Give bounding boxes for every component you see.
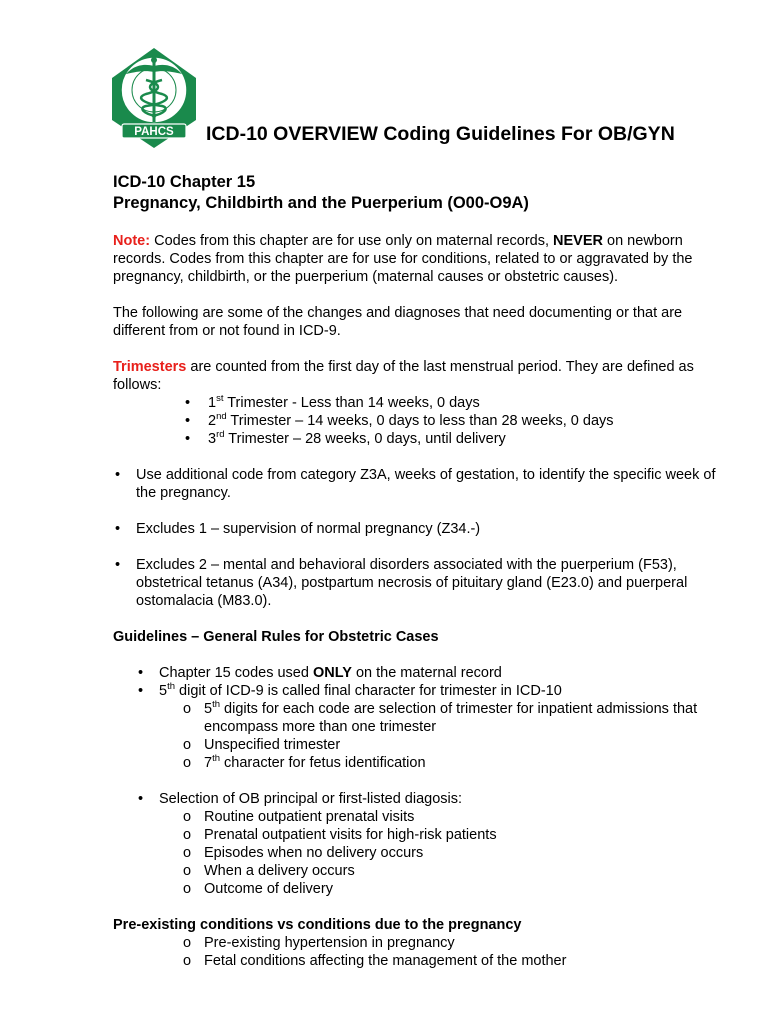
list-item: • 5th digit of ICD-9 is called final character for trimester in ICD-10 [113, 682, 733, 700]
list-item: o Prenatal outpatient visits for high-risk patients [113, 826, 733, 844]
chapter-subtitle: Pregnancy, Childbirth and the Puerperium (O00-O9A) [113, 194, 529, 212]
list-item: • Excludes 1 – supervision of normal pregnancy (Z34.-) [113, 520, 733, 538]
list-item: • Excludes 2 – mental and behavioral disorders associated with the puerperium (F53), obstetrical tetanus (A34), postpartum necrosis of pituitary gland (E23.0) and puerperal ostomalacia (M83.0). [113, 556, 733, 610]
list-item: • Chapter 15 codes used ONLY on the maternal record [113, 664, 733, 682]
trimesters-paragraph: Trimesters are counted from the first day of the last menstrual period. They are defined as follows: [113, 359, 694, 393]
list-item: o Pre-existing hypertension in pregnancy [113, 934, 733, 952]
note-label: Note: [113, 233, 151, 249]
intro-paragraph: The following are some of the changes and diagnoses that need documenting or that are different from or not found in ICD-9. [113, 305, 683, 339]
document-body [113, 172, 733, 970]
list-item: o 7th character for fetus identification [113, 754, 733, 772]
logo-text: PAHCS [134, 126, 174, 138]
caduceus-seal-icon [108, 46, 200, 150]
preexisting-list [113, 934, 733, 970]
list-item: o Routine outpatient prenatal visits [113, 808, 733, 826]
list-item: o When a delivery occurs [113, 862, 733, 880]
note-emphasis: NEVER [553, 233, 603, 249]
chapter-title: ICD-10 Chapter 15 [113, 173, 256, 191]
list-item: • Selection of OB principal or first-listed diagosis: [113, 790, 733, 808]
list-item: • Use additional code from category Z3A, weeks of gestation, to identify the specific week of the pregnancy. [113, 466, 733, 502]
note-paragraph: Note: Codes from this chapter are for use only on maternal records, NEVER on newborn records. Codes from this chapter are for use for conditions, related to or aggravated by the pregnancy, childbirth, or the puerperium (maternal causes or obstetric causes). [113, 233, 693, 285]
guidelines-heading: Guidelines – General Rules for Obstetric Cases [113, 629, 439, 645]
notes-list [113, 466, 733, 502]
guidelines-sublist [113, 700, 733, 772]
preexisting-heading: Pre-existing conditions vs conditions due to the pregnancy [113, 917, 522, 933]
list-item: o 5th digits for each code are selection of trimester for inpatient admissions that encompass more than one trimester [113, 700, 733, 736]
guidelines-list [113, 664, 733, 700]
list-item: o Unspecified trimester [113, 736, 733, 754]
diagnosis-sublist [113, 808, 733, 898]
list-item: o Fetal conditions affecting the management of the mother [113, 952, 733, 970]
page-title: ICD-10 OVERVIEW Coding Guidelines For OB/GYN [206, 123, 675, 145]
list-item: • 3rd Trimester – 28 weeks, 0 days, until delivery [113, 430, 733, 448]
list-item: o Outcome of delivery [113, 880, 733, 898]
pahcs-logo [108, 46, 200, 150]
list-item: • 2nd Trimester – 14 weeks, 0 days to less than 28 weeks, 0 days [113, 412, 733, 430]
trimesters-label: Trimesters [113, 359, 187, 375]
list-item: o Episodes when no delivery occurs [113, 844, 733, 862]
trimester-list [113, 394, 733, 448]
list-item: • 1st Trimester - Less than 14 weeks, 0 days [113, 394, 733, 412]
